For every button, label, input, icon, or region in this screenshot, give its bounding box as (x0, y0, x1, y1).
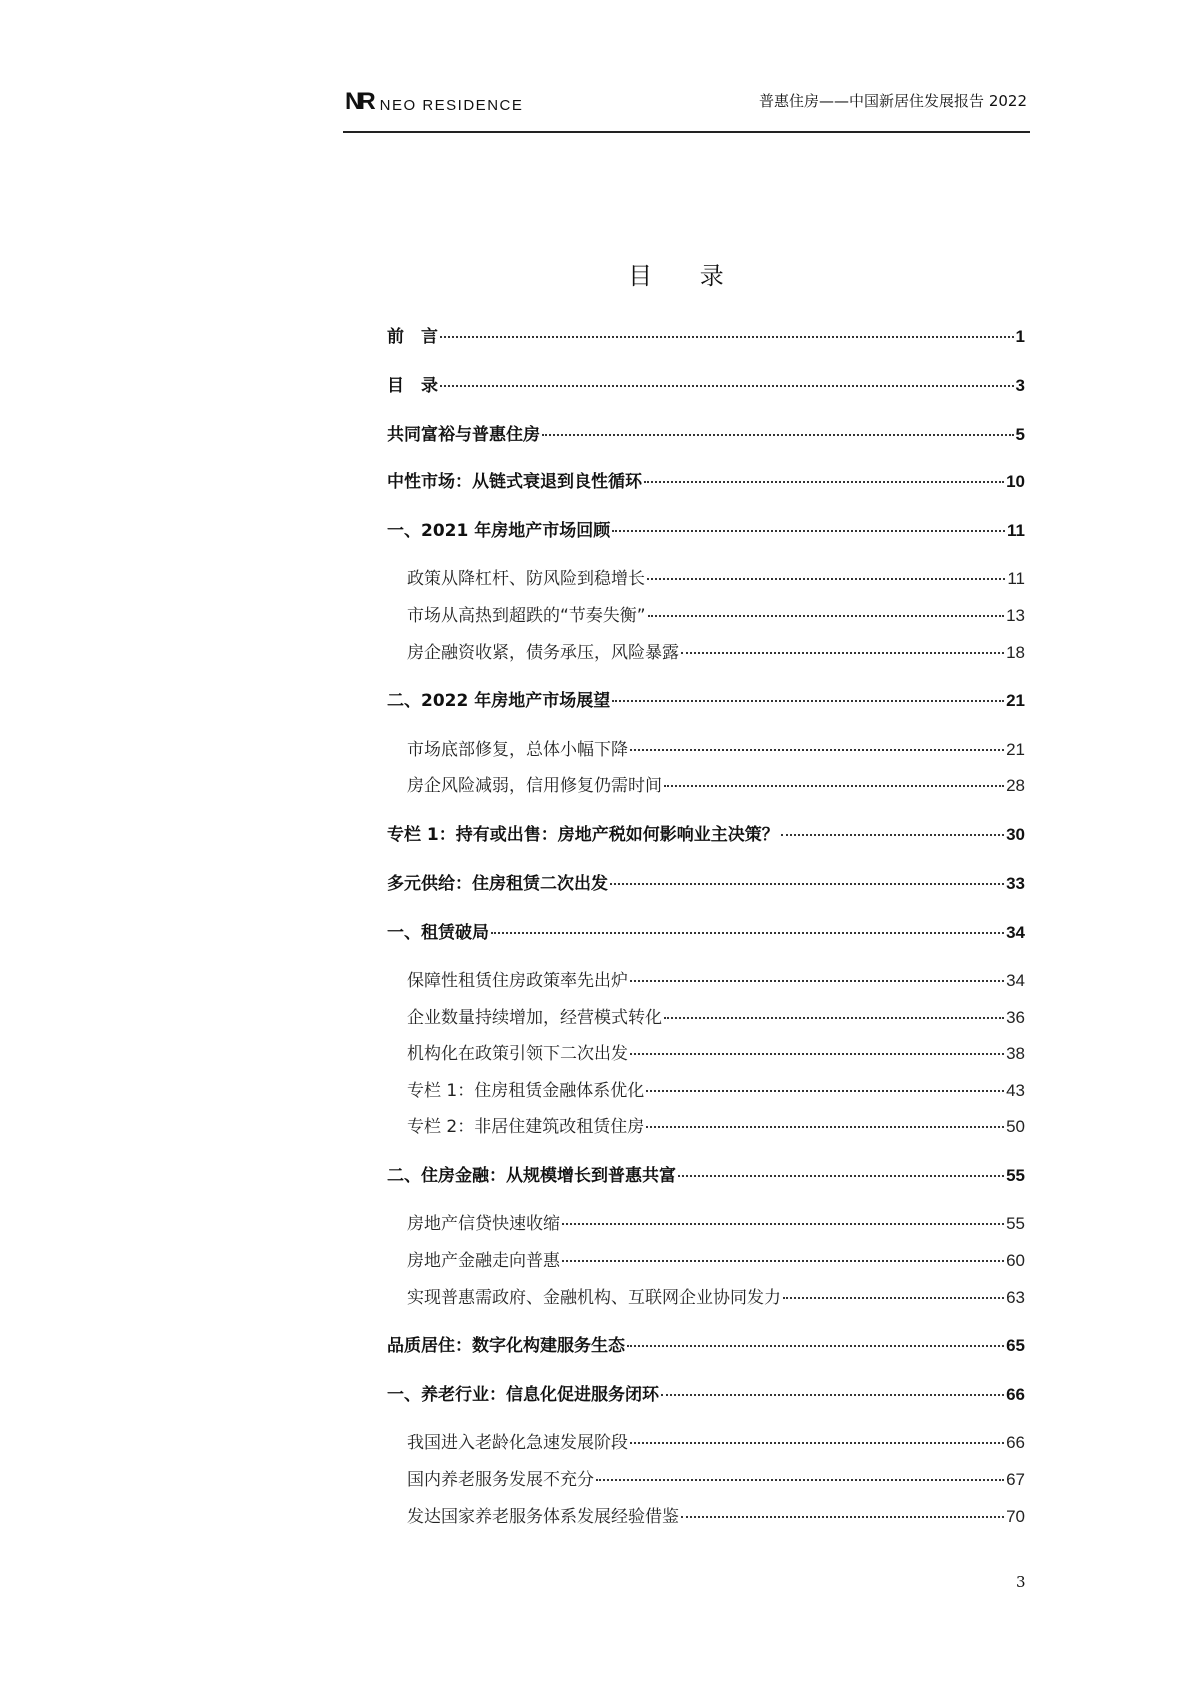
toc-entry[interactable] (407, 1428, 1025, 1454)
toc-entry-page: 63 (1006, 1288, 1025, 1307)
toc-entry[interactable] (407, 966, 1025, 992)
dot-leader (630, 1442, 1004, 1444)
toc-entry[interactable] (387, 1380, 1025, 1406)
brand-logo (345, 88, 523, 116)
toc-entry-page: 21 (1006, 740, 1025, 759)
toc-entry-label: 政策从降杠杆、防风险到稳增长 (407, 569, 645, 589)
toc-entry[interactable] (387, 467, 1025, 493)
toc-entry[interactable] (407, 1039, 1025, 1065)
toc-entry-label: 多元供给：住房租赁二次出发 (387, 874, 608, 894)
toc-entry-page: 67 (1006, 1470, 1025, 1489)
toc-entry-label: 专栏 1：持有或出售：房地产税如何影响业主决策？ (387, 825, 779, 845)
toc-entry[interactable] (387, 869, 1025, 895)
toc-entry-label: 二、2022 年房地产市场展望 (387, 691, 611, 711)
toc-entry[interactable] (407, 1502, 1025, 1528)
toc-entry[interactable] (407, 735, 1025, 761)
toc-entry[interactable] (387, 322, 1025, 348)
toc-entry[interactable] (387, 420, 1025, 446)
toc-entry-label: 共同富裕与普惠住房 (387, 425, 540, 445)
toc-entry-page: 13 (1006, 606, 1025, 625)
dot-leader (648, 615, 1004, 617)
toc-entry-page: 21 (1006, 691, 1025, 710)
toc-entry-page: 28 (1006, 776, 1025, 795)
dot-leader (596, 1479, 1004, 1481)
page-number: 3 (1016, 1573, 1026, 1591)
toc-entry-label: 专栏 2：非居住建筑改租赁住房 (407, 1117, 645, 1137)
toc-entry[interactable] (387, 918, 1025, 944)
dot-leader (646, 1090, 1004, 1092)
toc-entry-page: 18 (1006, 643, 1025, 662)
toc-entry[interactable] (387, 371, 1025, 397)
dot-leader (612, 530, 1005, 532)
dot-leader (630, 1053, 1004, 1055)
dot-leader (678, 1175, 1004, 1177)
toc-entry-page: 55 (1006, 1166, 1025, 1185)
toc-entry[interactable] (407, 1003, 1025, 1029)
toc-entry-page: 33 (1006, 874, 1025, 893)
dot-leader (647, 578, 1005, 580)
toc-entry[interactable] (407, 1076, 1025, 1102)
toc-entry-page: 43 (1006, 1081, 1025, 1100)
logo-mark: NR (345, 88, 372, 115)
toc-entry-page: 38 (1006, 1044, 1025, 1063)
toc-entry-label: 房企风险减弱，信用修复仍需时间 (407, 776, 662, 796)
toc-entry-page: 34 (1006, 923, 1025, 942)
toc-entry-label: 一、养老行业：信息化促进服务闭环 (387, 1385, 659, 1405)
dot-leader (664, 1017, 1004, 1019)
toc-entry-page: 30 (1006, 825, 1025, 844)
logo-text: NEO RESIDENCE (379, 96, 524, 114)
toc-entry-label: 专栏 1：住房租赁金融体系优化 (407, 1081, 645, 1101)
dot-leader (562, 1260, 1004, 1262)
dot-leader (681, 652, 1004, 654)
toc-entry[interactable] (387, 686, 1025, 712)
toc-entry-label: 国内养老服务发展不充分 (407, 1470, 594, 1490)
toc-entry-page: 3 (1015, 376, 1025, 395)
toc-entry[interactable] (387, 820, 1025, 846)
toc-entry-label: 目 录 (387, 376, 438, 396)
toc-entry-label: 前 言 (387, 327, 438, 347)
toc-entry-page: 36 (1006, 1008, 1025, 1027)
dot-leader (542, 434, 1014, 436)
toc-entry[interactable] (407, 1283, 1025, 1309)
toc-entry-page: 1 (1015, 327, 1025, 346)
toc-entry-page: 50 (1006, 1117, 1025, 1136)
dot-leader (630, 749, 1004, 751)
dot-leader (491, 932, 1004, 934)
dot-leader (612, 700, 1004, 702)
dot-leader (630, 980, 1004, 982)
toc-entry-label: 一、2021 年房地产市场回顾 (387, 521, 611, 541)
dot-leader (681, 1516, 1004, 1518)
toc-entry-label: 机构化在政策引领下二次出发 (407, 1044, 628, 1064)
dot-leader (664, 785, 1004, 787)
toc-entry-page: 66 (1006, 1385, 1025, 1404)
toc-entry-label: 市场底部修复，总体小幅下降 (407, 740, 628, 760)
dot-leader (627, 1345, 1004, 1347)
dot-leader (562, 1223, 1004, 1225)
toc-entry[interactable] (407, 638, 1025, 664)
toc-entry-label: 二、住房金融：从规模增长到普惠共富 (387, 1166, 676, 1186)
toc-entry-label: 中性市场：从链式衰退到良性循环 (387, 472, 642, 492)
dot-leader (781, 834, 1004, 836)
toc-entry[interactable] (407, 1465, 1025, 1491)
toc-entry[interactable] (407, 1246, 1025, 1272)
toc-entry-label: 房地产信贷快速收缩 (407, 1214, 560, 1234)
dot-leader (440, 385, 1014, 387)
dot-leader (440, 336, 1014, 338)
toc-entry-label: 实现普惠需政府、金融机构、互联网企业协同发力 (407, 1288, 781, 1308)
toc-entry-page: 66 (1006, 1433, 1025, 1452)
toc-entry-label: 市场从高热到超跌的“节奏失衡” (407, 606, 646, 626)
toc-entry[interactable] (407, 564, 1025, 590)
toc-entry-page: 11 (1007, 521, 1025, 540)
toc-entry-label: 我国进入老龄化急速发展阶段 (407, 1433, 628, 1453)
toc-entry[interactable] (407, 1209, 1025, 1235)
toc-entry-label: 品质居住：数字化构建服务生态 (387, 1336, 625, 1356)
toc-heading: 目 录 (628, 262, 744, 290)
toc-entry-page: 10 (1006, 472, 1025, 491)
toc-entry-page: 65 (1006, 1336, 1025, 1355)
toc-entry[interactable] (407, 1112, 1025, 1138)
dot-leader (783, 1297, 1004, 1299)
toc-entry-page: 11 (1007, 569, 1025, 588)
toc-entry-page: 55 (1006, 1214, 1025, 1233)
toc-entry[interactable] (387, 516, 1025, 542)
toc-entry-label: 企业数量持续增加，经营模式转化 (407, 1008, 662, 1028)
dot-leader (610, 883, 1004, 885)
header-divider (343, 131, 1030, 133)
toc-entry[interactable] (387, 1331, 1025, 1357)
toc-entry-page: 60 (1006, 1251, 1025, 1270)
toc-entry-label: 房地产金融走向普惠 (407, 1251, 560, 1271)
toc-entry[interactable] (387, 1161, 1025, 1187)
toc-entry-page: 5 (1015, 425, 1025, 444)
toc-entry[interactable] (407, 771, 1025, 797)
dot-leader (644, 481, 1004, 483)
toc-entry-label: 发达国家养老服务体系发展经验借鉴 (407, 1507, 679, 1527)
toc-entry-page: 34 (1006, 971, 1025, 990)
toc-entry-label: 保障性租赁住房政策率先出炉 (407, 971, 628, 991)
dot-leader (646, 1126, 1004, 1128)
toc-entry-label: 一、租赁破局 (387, 923, 489, 943)
running-header-title: 普惠住房——中国新居住发展报告 2022 (759, 92, 1027, 110)
toc-entry-page: 70 (1006, 1507, 1025, 1526)
toc-entry-label: 房企融资收紧，债务承压，风险暴露 (407, 643, 679, 663)
toc-entry[interactable] (407, 601, 1025, 627)
dot-leader (661, 1394, 1004, 1396)
